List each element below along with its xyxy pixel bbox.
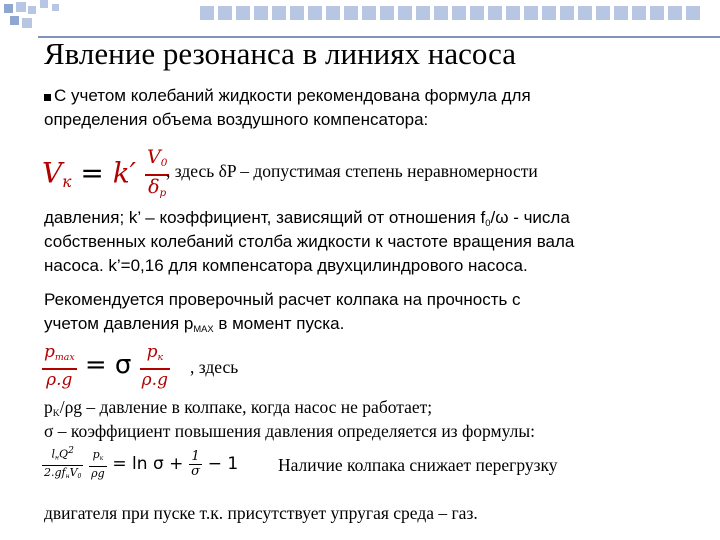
formula-1-num-sub: 0	[160, 157, 168, 170]
formula-2-sigma: σ	[114, 349, 132, 380]
paragraph-2-line-4: насоса. k’=0,16 для компенсатора двухцилиндрового насоса.	[44, 256, 528, 275]
paragraph-3-line-2: учетом давления $p_{MAX}$ в момент пуска.	[44, 314, 345, 334]
formula-1-num: V	[146, 146, 161, 168]
formula-2-eq: =	[84, 349, 107, 380]
corner-decoration	[0, 0, 720, 40]
paragraph-5-line-1: двигателя при пуске т.к. присутствует упругая среда – газ.	[44, 503, 478, 523]
formula-1-eq: =	[80, 156, 104, 190]
paragraph-2-line-3: собственных колебаний столба жидкости к частоте вращения вала	[44, 232, 575, 251]
formula-2-left-fraction: $\frac{p_{max}}{\rho.g}$	[44, 342, 75, 390]
formula-3-minus: − 1	[207, 454, 239, 475]
paragraph-1-line-1: С учетом колебаний жидкости рекомендована формула для	[54, 86, 531, 105]
formula-pressure-check	[42, 342, 170, 390]
paragraph-1-line-2: определения объема воздушного компенсатора:	[44, 110, 429, 129]
paragraph-2-line-2: давления; k’ – коэффициент, зависящий от отношения $f_0/\omega$ - числа	[44, 208, 570, 228]
formula-1-lhs-sub: к	[62, 173, 72, 192]
paragraph-3-line-1: Рекомендуется проверочный расчет колпака на прочность с	[44, 290, 521, 309]
formula-1-coef: k′	[112, 156, 137, 190]
bullet-marker	[44, 94, 51, 101]
formula-1-lhs: V	[42, 156, 63, 190]
paragraph-4-line-1: $p_K/\rho g$ – давление в колпаке, когда насос не работает;	[44, 397, 433, 419]
paragraph-4-line-2: σ – коэффициент повышения давления определяется из формулы:	[44, 421, 535, 441]
formula-sigma	[42, 444, 238, 484]
formula-2-after: , здесь	[190, 357, 239, 377]
slide-title: Явление резонанса в линиях насоса	[44, 36, 517, 71]
formula-1-explanation: , здесь δP – допустимая степень неравномерности	[166, 161, 538, 181]
formula-1-den-sub: p	[159, 187, 167, 200]
formula-3-rhs: = ln σ +	[112, 454, 184, 475]
formula-1-den: δ	[148, 176, 160, 199]
formula-3-fraction-3: $\frac{1}{\sigma}$	[191, 448, 200, 479]
formula-compensator-volume	[42, 146, 169, 204]
formula-3-fraction-2: $\frac{p_к}{\rho g}$	[91, 447, 105, 480]
formula-3-fraction-1: $\frac{l_нQ^2}{2.gf_нV_0}$	[44, 445, 82, 481]
formula-3-text: Наличие колпака снижает перегрузку	[278, 455, 558, 475]
formula-2-right-fraction: $\frac{p_к}{\rho.g}$	[141, 342, 168, 390]
